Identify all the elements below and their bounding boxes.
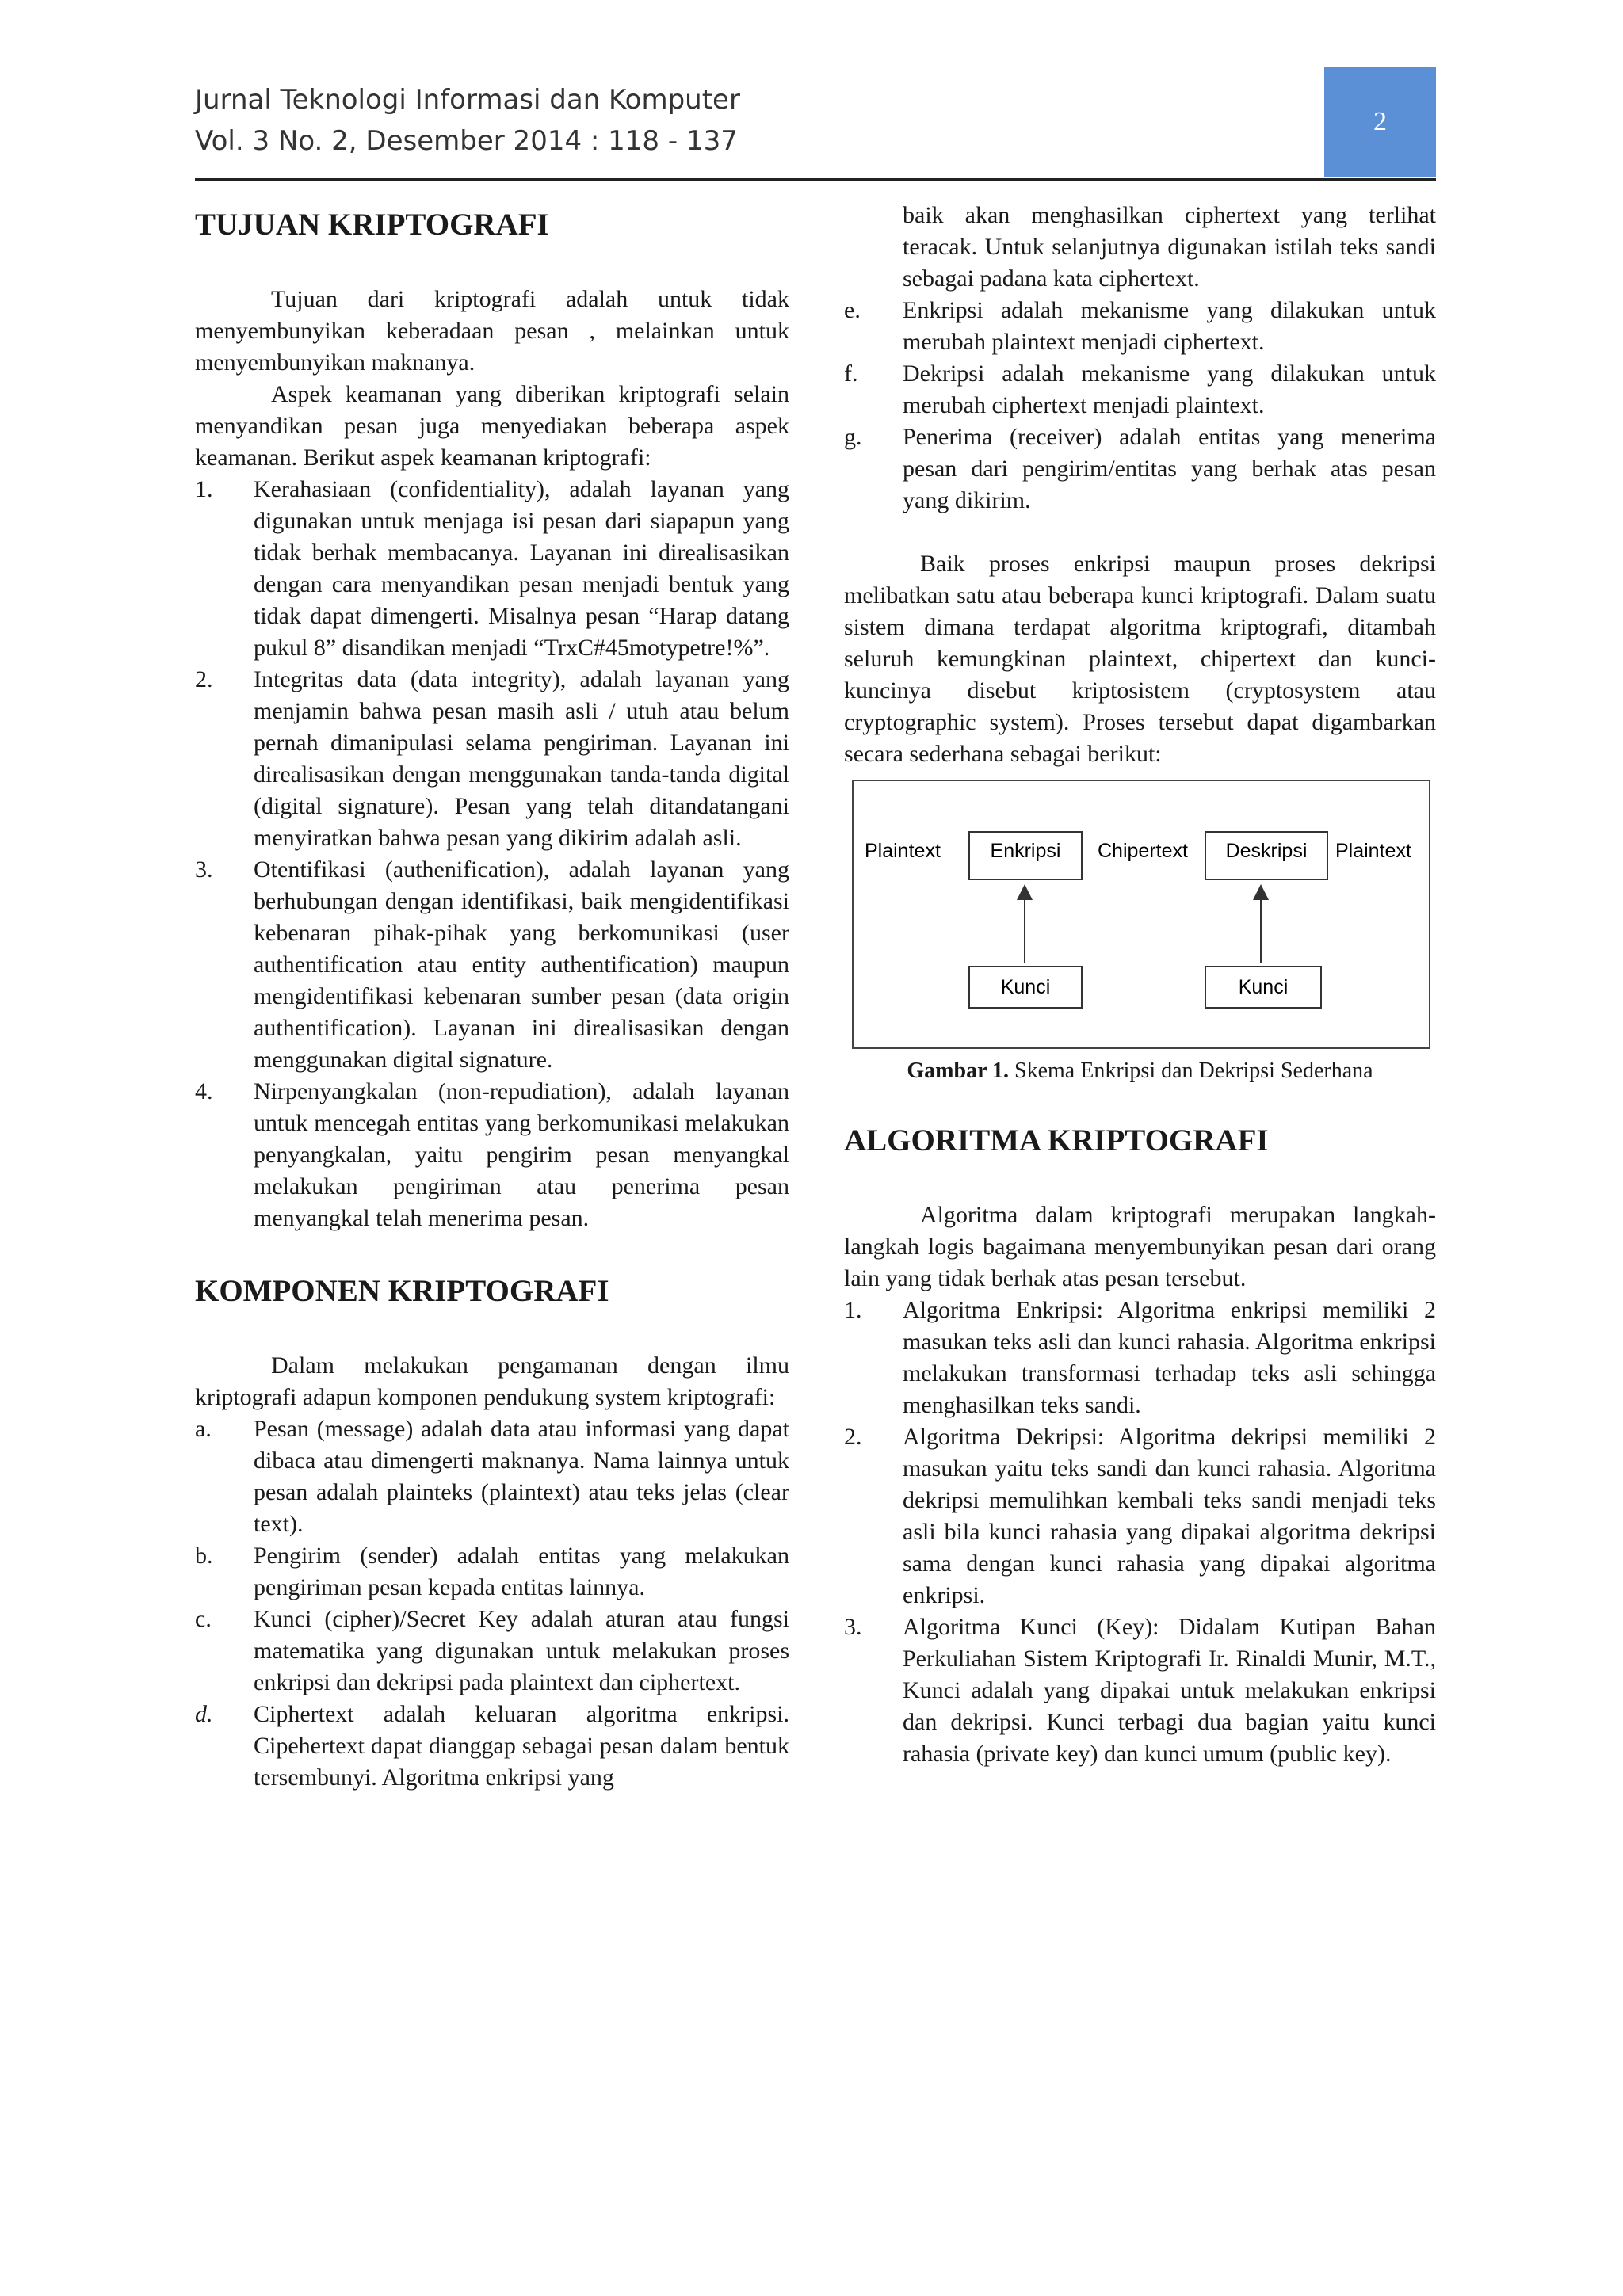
list-marker: 3. xyxy=(195,856,213,883)
list-item-text: Algoritma Kunci (Key): Didalam Kutipan Bahan Perkuliahan Sistem Kriptografi Ir. Rinaldi Munir, M.T., Kunci adalah yang dipakai untuk melakukan enkripsi dan dekripsi. Kunci terbagi dua bagian yaitu kunci rahasia (private key) dan kunci umum (public key). xyxy=(903,1614,1436,1767)
list-marker: b. xyxy=(195,1543,213,1569)
list-marker: e. xyxy=(844,297,861,323)
kunci-label-1: Kunci xyxy=(1000,976,1051,998)
journal-volume: Vol. 3 No. 2, Desember 2014 : 118 - 137 xyxy=(195,125,738,157)
plaintext-input-label: Plaintext xyxy=(865,840,941,862)
list-item-text: Kerahasiaan (confidentiality), adalah layanan yang digunakan untuk menjaga isi pesan dari siapapun yang tidak berhak membacanya. Layanan ini direalisasikan dengan cara menyandikan pesan menjadi bentuk yang tidak dapat dimengerti. Misalnya pesan “Harap datang pukul 8” disandikan menjadi “TrxC#45motypetre!%”. xyxy=(254,476,789,661)
chipertext-label: Chipertext xyxy=(1098,840,1188,862)
list-item xyxy=(195,1540,789,1604)
scheme-diagram xyxy=(854,781,1429,1047)
list-item xyxy=(844,421,1436,517)
section-heading-algoritma: ALGORITMA KRIPTOGRAFI xyxy=(844,1123,1269,1158)
deskripsi-label: Deskripsi xyxy=(1225,840,1308,862)
list-marker: a. xyxy=(195,1416,212,1442)
list-item-text: Penerima (receiver) adalah entitas yang menerima pesan dari pengirim/entitas yang berhak atas pesan yang dikirim. xyxy=(903,424,1436,513)
list-marker: 2. xyxy=(195,666,213,692)
section-heading-komponen: KOMPONEN KRIPTOGRAFI xyxy=(195,1274,609,1308)
list-item-text: Algoritma Dekripsi: Algoritma dekripsi memiliki 2 masukan yaitu teks sandi dan kunci rahasia. Algoritma dekripsi memulihkan kembali teks sandi menjadi teks asli bila kunci rahasia yang dipakai algoritma dekripsi sama dengan kunci rahasia yang dipakai algoritma enkripsi. xyxy=(903,1424,1436,1608)
list-item xyxy=(195,474,789,664)
list-item xyxy=(844,358,1436,421)
paragraph-komponen: Dalam melakukan pengamanan dengan ilmu kriptografi adapun komponen pendukung system kriptografi: xyxy=(195,1352,789,1410)
plaintext-output-label: Plaintext xyxy=(1335,840,1411,862)
list-item xyxy=(195,1604,789,1699)
journal-title: Jurnal Teknologi Informasi dan Komputer xyxy=(195,84,740,116)
caption-text: Skema Enkripsi dan Dekripsi Sederhana xyxy=(1009,1058,1373,1083)
section-heading-tujuan: TUJUAN KRIPTOGRAFI xyxy=(195,208,549,242)
list-item xyxy=(195,1699,789,1794)
list-item-text: Pengirim (sender) adalah entitas yang melakukan pengiriman pesan kepada entitas lainnya. xyxy=(254,1543,789,1600)
paragraph-algoritma: Algoritma dalam kriptografi merupakan langkah-langkah logis bagaimana menyembunyikan pesan dari orang lain yang tidak berhak atas pesan tersebut. xyxy=(844,1202,1436,1291)
list-item-text: Otentifikasi (authenification), adalah layanan yang berhubungan dengan identifikasi, baik mengidentifikasi kebenaran pihak-pihak yang berkomunikasi (user authentification atau entity authentification) maupun mengidentifikasi kebenaran sumber pesan (data origin authentification). Layanan ini direalisasikan dengan menggunakan digital signature. xyxy=(254,856,789,1073)
list-marker: g. xyxy=(844,424,862,450)
list-item xyxy=(195,664,789,854)
list-item-text: Ciphertext adalah keluaran algoritma enkripsi. Cipehertext dapat dianggap sebagai pesan dalam bentuk tersembunyi. Algoritma enkripsi yang xyxy=(254,1701,789,1791)
list-item-text: Algoritma Enkripsi: Algoritma enkripsi memiliki 2 masukan teks asli dan kunci rahasia. Algoritma enkripsi melakukan transformasi terhadap teks asli sehingga menghasilkan teks sandi. xyxy=(903,1297,1436,1418)
header-divider xyxy=(195,178,1436,181)
list-item-text: Nirpenyangkalan (non-repudiation), adalah layanan untuk mencegah entitas yang berkomunikasi melakukan penyangkalan, yaitu pengirim pesan menyangkal melakukan pengiriman atau penerima pesan menyangkal telah menerima pesan. xyxy=(254,1078,789,1231)
list-marker: 2. xyxy=(844,1424,862,1450)
list-item-text: Enkripsi adalah mekanisme yang dilakukan untuk merubah plaintext menjadi ciphertext. xyxy=(903,297,1436,355)
list-item-continuation xyxy=(844,200,1436,295)
list-item-text: Kunci (cipher)/Secret Key adalah aturan atau fungsi matematika yang digunakan untuk melakukan proses enkripsi dan dekripsi pada plaintext dan ciphertext. xyxy=(254,1606,789,1695)
list-item-text: baik akan menghasilkan ciphertext yang terlihat teracak. Untuk selanjutnya digunakan istilah teks sandi sebagai padana kata ciphertext. xyxy=(903,202,1436,292)
list-marker: d. xyxy=(195,1701,213,1727)
list-item xyxy=(844,1295,1436,1421)
list-item-text: Pesan (message) adalah data atau informasi yang dapat dibaca atau dimengerti maknanya. Nama lainnya untuk pesan adalah plainteks (plaintext) atau teks jelas (clear text). xyxy=(254,1416,789,1537)
page-number: 2 xyxy=(1373,107,1387,136)
list-item xyxy=(195,854,789,1076)
list-item-text: Integritas data (data integrity), adalah layanan yang menjamin bahwa pesan masih asli / utuh atau belum pernah dimanipulasi selama pengiriman. Layanan ini direalisasikan dengan menggunakan tanda-tanda digital (digital signature). Pesan yang telah ditandatangani menyiratkan bahwa pesan yang dikirim adalah asli. xyxy=(254,666,789,851)
list-item xyxy=(844,295,1436,358)
journal-header xyxy=(195,79,740,162)
right-column xyxy=(844,200,1436,1770)
list-marker: 1. xyxy=(195,476,213,502)
paragraph-tujuan: Tujuan dari kriptografi adalah untuk tidak menyembunyikan keberadaan pesan , melainkan untuk menyembunyikan maknanya. xyxy=(195,286,789,376)
page-number-box xyxy=(1324,67,1436,177)
paragraph-aspek: Aspek keamanan yang diberikan kriptografi selain menyandikan pesan juga menyediakan beberapa aspek keamanan. Berikut aspek keamanan kriptografi: xyxy=(195,381,789,471)
figure-caption xyxy=(844,1055,1436,1087)
list-marker: 1. xyxy=(844,1297,862,1323)
list-marker: 3. xyxy=(844,1614,862,1640)
list-marker: 4. xyxy=(195,1078,213,1104)
list-item xyxy=(195,1413,789,1540)
figure-encryption-scheme xyxy=(852,780,1430,1049)
enkripsi-label: Enkripsi xyxy=(990,840,1061,862)
list-item xyxy=(844,1611,1436,1770)
list-item xyxy=(844,1421,1436,1611)
paragraph-proses: Baik proses enkripsi maupun proses dekripsi melibatkan satu atau beberapa kunci kriptografi. Dalam suatu sistem dimana terdapat algoritma kriptografi, ditambah seluruh kemungkinan plaintext, chipertext dan kunci-kuncinya disebut kriptosistem (cryptosystem atau cryptographic system). Proses tersebut dapat digambarkan secara sederhana sebagai berikut: xyxy=(844,551,1436,767)
list-item xyxy=(195,1076,789,1234)
left-column xyxy=(195,200,789,1794)
list-marker: f. xyxy=(844,360,858,387)
kunci-label-2: Kunci xyxy=(1238,976,1289,998)
list-item-text: Dekripsi adalah mekanisme yang dilakukan untuk merubah ciphertext menjadi plaintext. xyxy=(903,360,1436,418)
list-marker: c. xyxy=(195,1606,212,1632)
caption-number: Gambar 1. xyxy=(907,1058,1010,1083)
